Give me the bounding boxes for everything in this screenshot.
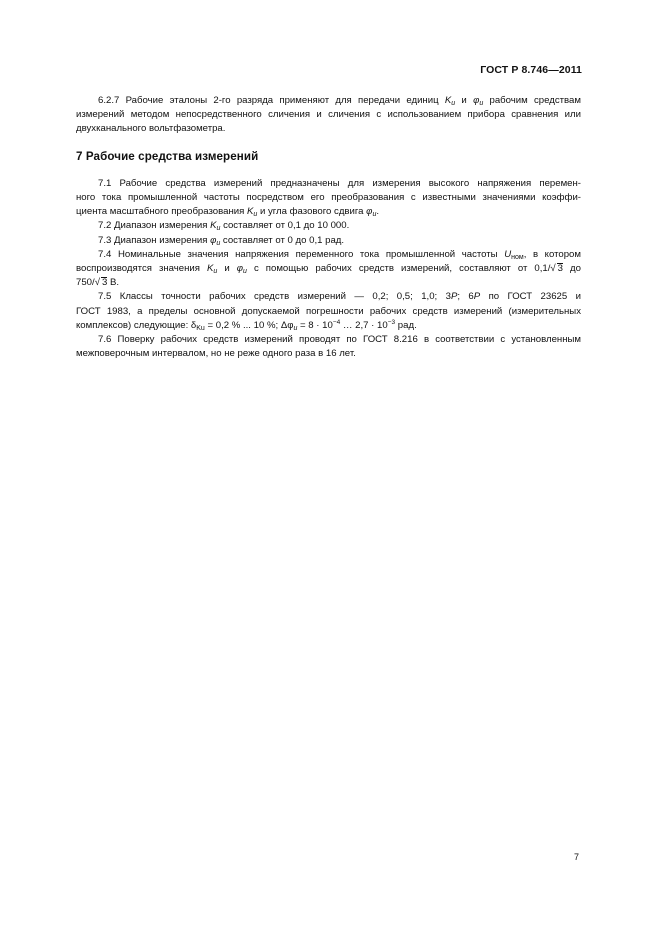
page-number: 7	[573, 852, 579, 862]
exponent-1: −4	[332, 318, 341, 326]
paragraph-7-5-text-e: = 0,2 % ... 10 %;	[204, 319, 281, 331]
paragraph-7-1-line-1: 7.1 Рабочие средства измерений предназначены для измерения высокого напряжения перемен-	[98, 177, 581, 189]
paragraph-7-2-text-b: составляет от 0,1 до 10 000.	[220, 220, 350, 232]
paragraph-7-4	[76, 248, 581, 291]
paragraph-7-6	[76, 333, 581, 361]
paragraph-7-2-line-1	[76, 219, 581, 233]
symbol-phi: φ	[236, 263, 244, 275]
paragraph-7-2	[76, 219, 581, 233]
paragraph-7-5-line-3	[76, 319, 581, 333]
paragraph-7-5-line-1	[76, 290, 581, 304]
paragraph-7-1-text-b: и угла фазового сдвига	[257, 206, 367, 218]
paragraph-7-5	[76, 290, 581, 333]
sqrt-radicand: 3	[557, 263, 564, 275]
symbol-p: P	[450, 291, 458, 303]
paragraph-7-5-text-f: = 8 · 10	[297, 319, 333, 331]
symbol-delta-phi: Δφ	[280, 319, 294, 331]
paragraph-6-2-7-line-2: измерений методом непосредственного сличения и сличения с использованием прибора сравнения или	[76, 109, 581, 121]
symbol-delta: δ	[190, 319, 197, 331]
paragraph-7-4-text-h: В.	[107, 277, 120, 289]
subscript-u: u	[216, 239, 221, 247]
symbol-k: K	[246, 206, 254, 218]
subscript-u: u	[253, 211, 258, 219]
paragraph-7-1-line-2: ного тока промышленной частоты посредством его преобразования с известными значениями коэффи-	[76, 192, 581, 204]
sqrt-symbol: √	[550, 263, 556, 275]
paragraph-7-3-line-1	[76, 234, 581, 248]
symbol-phi: φ	[366, 206, 373, 218]
paragraph-6-2-7	[76, 94, 581, 137]
paragraph-7-3-text-a: 7.3 Диапазон измерения	[98, 234, 211, 246]
symbol-k: K	[210, 220, 217, 232]
section-title-7: 7 Рабочие средства измерений	[76, 149, 259, 163]
paragraph-7-4-line-3	[76, 276, 581, 290]
paragraph-6-2-7-text-c: рабочим средствам	[483, 95, 581, 106]
paragraph-7-4-line-2	[76, 262, 581, 276]
symbol-k: K	[207, 263, 214, 275]
paragraph-7-4-text-d: и	[217, 263, 237, 275]
paragraph-7-1	[76, 177, 581, 220]
subscript-ku: Ku	[196, 324, 205, 332]
paragraph-7-6-line-1: 7.6 Поверку рабочих средств измерений проводят по ГОСТ 8.216 в соответствии с установленным	[98, 334, 581, 346]
paragraph-7-5-text-b: ; 6	[457, 291, 474, 303]
subscript-u: u	[451, 100, 456, 107]
paragraph-7-5-text-c: по ГОСТ 23625 и	[480, 291, 581, 303]
sqrt-radicand: 3	[101, 277, 108, 289]
symbol-p: P	[473, 291, 481, 303]
sqrt-symbol: √	[94, 277, 100, 289]
symbol-phi: φ	[473, 95, 480, 106]
symbol-u: U	[504, 248, 512, 260]
paragraph-6-2-7-text-b: и	[455, 95, 474, 106]
subscript-u: u	[372, 211, 377, 219]
paragraph-7-4-text-b: , в котором	[523, 248, 581, 260]
subscript-u: u	[213, 268, 218, 276]
paragraph-7-3	[76, 234, 581, 248]
paragraph-7-5-text-d: комплексов) следующие:	[76, 319, 191, 331]
paragraph-6-2-7-text-a: 6.2.7 Рабочие эталоны 2-го разряда применяют для передачи единиц	[98, 95, 445, 106]
paragraph-7-4-line-1	[76, 248, 581, 262]
paragraph-7-5-text-h: рад.	[395, 319, 417, 331]
paragraph-7-1-line-3	[76, 205, 581, 219]
paragraph-6-2-7-line-3: двухканального вольтфазометра.	[76, 123, 226, 135]
paragraph-7-5-text-a: 7.5 Классы точности рабочих средств измерений — 0,2; 0,5; 1,0; 3	[98, 291, 451, 303]
subscript-u: u	[293, 324, 298, 332]
paragraph-7-5-line-2: ГОСТ 1983, а пределы основной допускаемой погрешности рабочих средств измерений (измерительных	[76, 305, 581, 317]
document-body	[76, 94, 581, 361]
document-id-header: ГОСТ Р 8.746—2011	[480, 64, 582, 76]
exponent-2: −3	[387, 318, 396, 326]
symbol-phi: φ	[210, 234, 217, 246]
subscript-u: u	[216, 225, 221, 233]
subscript-nom: ном	[511, 253, 524, 261]
subscript-u: u	[243, 268, 247, 276]
paragraph-7-4-text-c: воспроизводятся значения	[76, 263, 208, 275]
paragraph-7-2-text-a: 7.2 Диапазон измерения	[98, 220, 211, 232]
paragraph-7-5-text-g: … 2,7 · 10	[340, 319, 388, 331]
paragraph-7-3-text-b: составляет от 0 до 0,1 рад.	[220, 234, 345, 246]
symbol-k: K	[444, 95, 452, 106]
paragraph-7-4-text-g: 750/	[76, 277, 95, 289]
paragraph-7-6-line-2: межповерочным интервалом, но не реже одного раза в 16 лет.	[76, 348, 356, 360]
paragraph-7-4-text-a: 7.4 Номинальные значения напряжения переменного тока промышленной частоты	[98, 248, 505, 260]
paragraph-7-4-text-e: с помощью рабочих средств измерений, составляют от 0,1/	[246, 263, 551, 275]
paragraph-7-1-text-c: .	[376, 206, 380, 218]
paragraph-6-2-7-line-1	[76, 94, 581, 108]
paragraph-7-4-text-f: до	[563, 263, 581, 275]
subscript-u: u	[479, 100, 484, 107]
paragraph-7-1-text-a: циента масштабного преобразования	[76, 206, 247, 218]
